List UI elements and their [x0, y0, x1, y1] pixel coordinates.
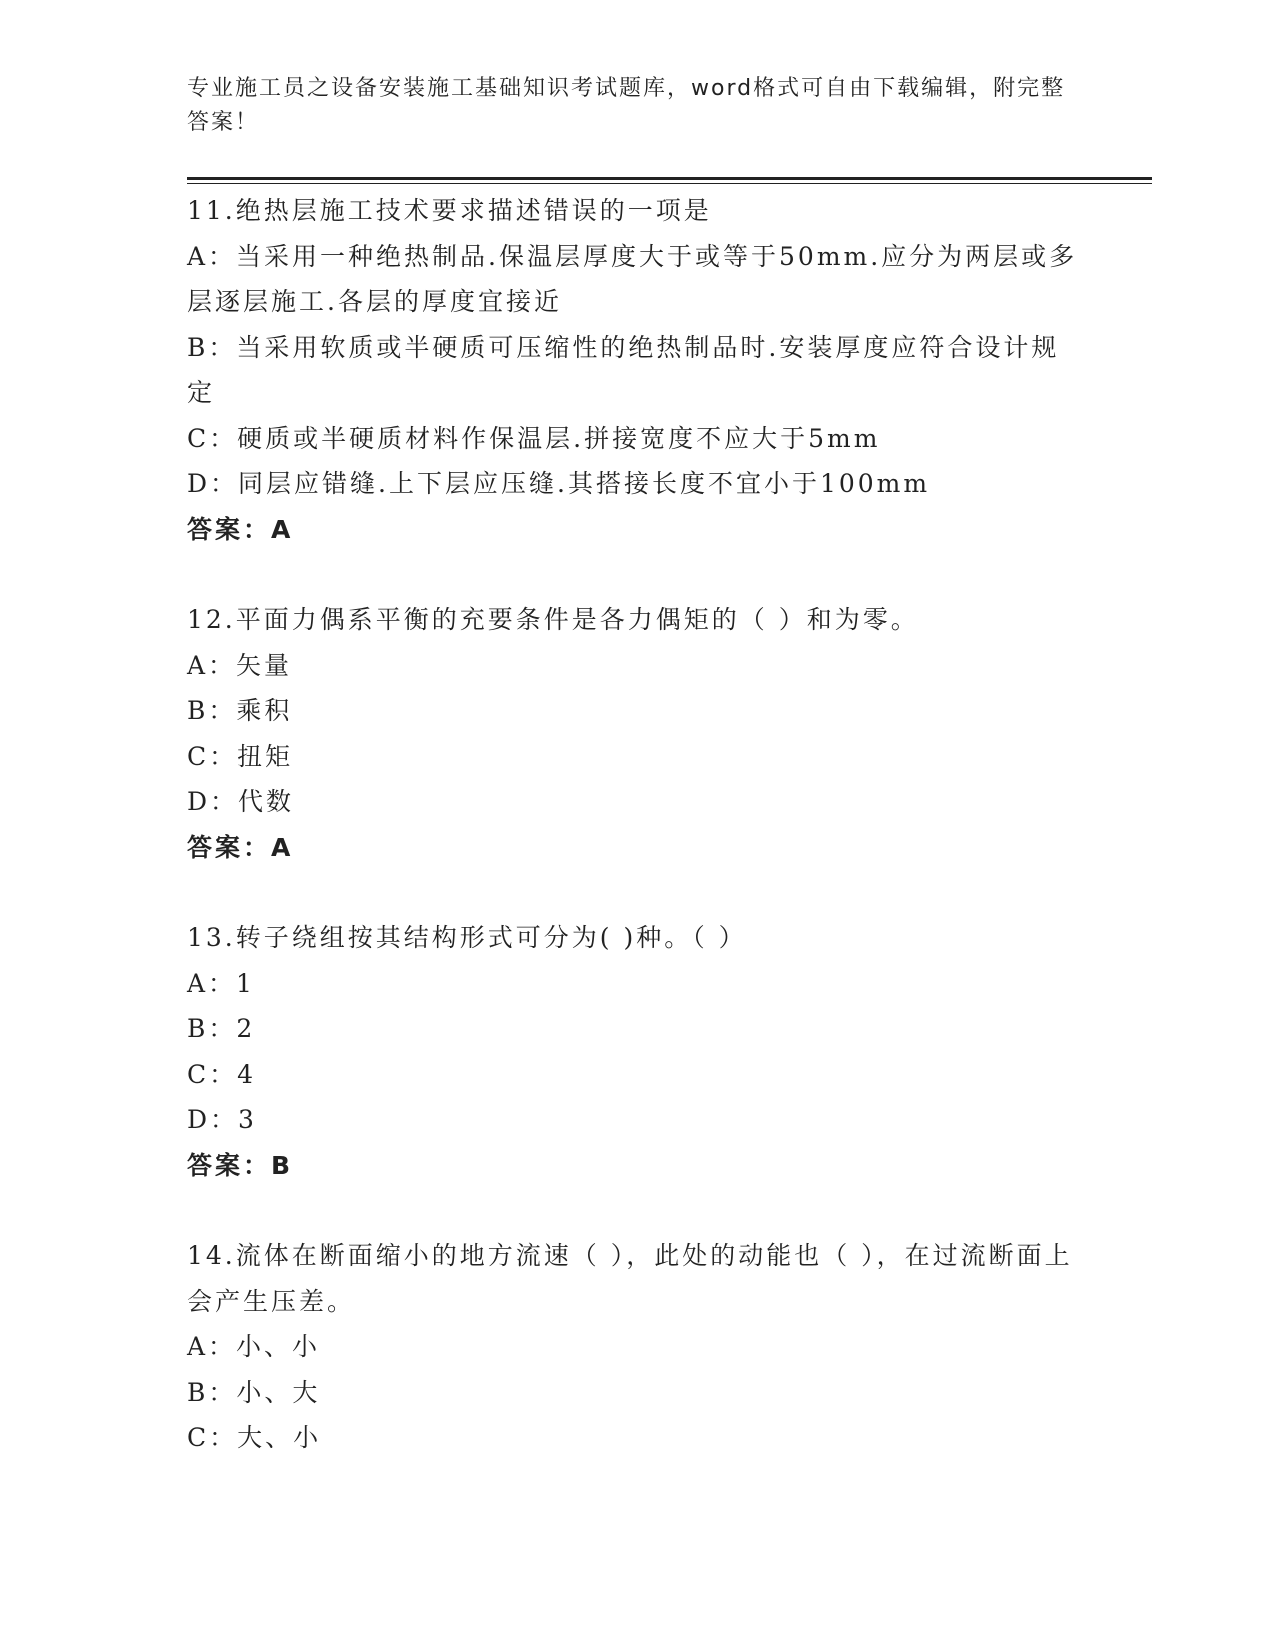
- option-d: D：3: [187, 1105, 257, 1134]
- option-b: B：小、大: [187, 1377, 321, 1407]
- option-c: C：硬质或半硬质材料作保温层.拼接宽度不应大于5mm: [187, 423, 881, 453]
- option-b: B：乘积: [187, 696, 293, 725]
- header-divider: [187, 177, 1152, 180]
- question-14: [187, 1233, 1087, 1461]
- option-d: D：同层应错缝.上下层应压缝.其搭接长度不宜小于100mm: [187, 469, 931, 498]
- document-header: 专业施工员之设备安装施工基础知识考试题库，word格式可自由下载编辑，附完整答案！: [187, 76, 1066, 135]
- option-d: D：代数: [187, 787, 295, 816]
- answer: 答案：A: [187, 832, 294, 862]
- question-11: [187, 188, 1087, 552]
- option-c: C：大、小: [187, 1423, 322, 1452]
- option-a: A：小、小: [187, 1332, 321, 1361]
- question-13: [187, 915, 1087, 1188]
- question-stem: 14.流体在断面缩小的地方流速（ ），此处的动能也（ ），在过流断面上会产生压差。: [187, 1241, 1073, 1316]
- answer: 答案：B: [187, 1150, 294, 1180]
- header-divider-thin: [187, 183, 1152, 184]
- question-12: [187, 597, 1087, 870]
- option-b: B：当采用软质或半硬质可压缩性的绝热制品时.安装厚度应符合设计规定: [187, 332, 1060, 407]
- answer: 答案：A: [187, 514, 294, 544]
- question-stem: 13.转子绕组按其结构形式可分为( )种。（ ）: [187, 923, 747, 952]
- option-c: C：4: [187, 1059, 257, 1089]
- question-list: [187, 188, 1087, 1506]
- option-c: C：扭矩: [187, 741, 294, 771]
- option-a: A：矢量: [187, 650, 293, 680]
- option-a: A：当采用一种绝热制品.保温层厚度大于或等于50mm.应分为两层或多层逐层施工.各层的厚度宜接近: [187, 241, 1078, 316]
- option-b: B：2: [187, 1014, 256, 1043]
- option-a: A：1: [187, 968, 255, 998]
- question-stem: 11.绝热层施工技术要求描述错误的一项是: [187, 196, 712, 225]
- question-stem: 12.平面力偶系平衡的充要条件是各力偶矩的（ ）和为零。: [187, 605, 919, 634]
